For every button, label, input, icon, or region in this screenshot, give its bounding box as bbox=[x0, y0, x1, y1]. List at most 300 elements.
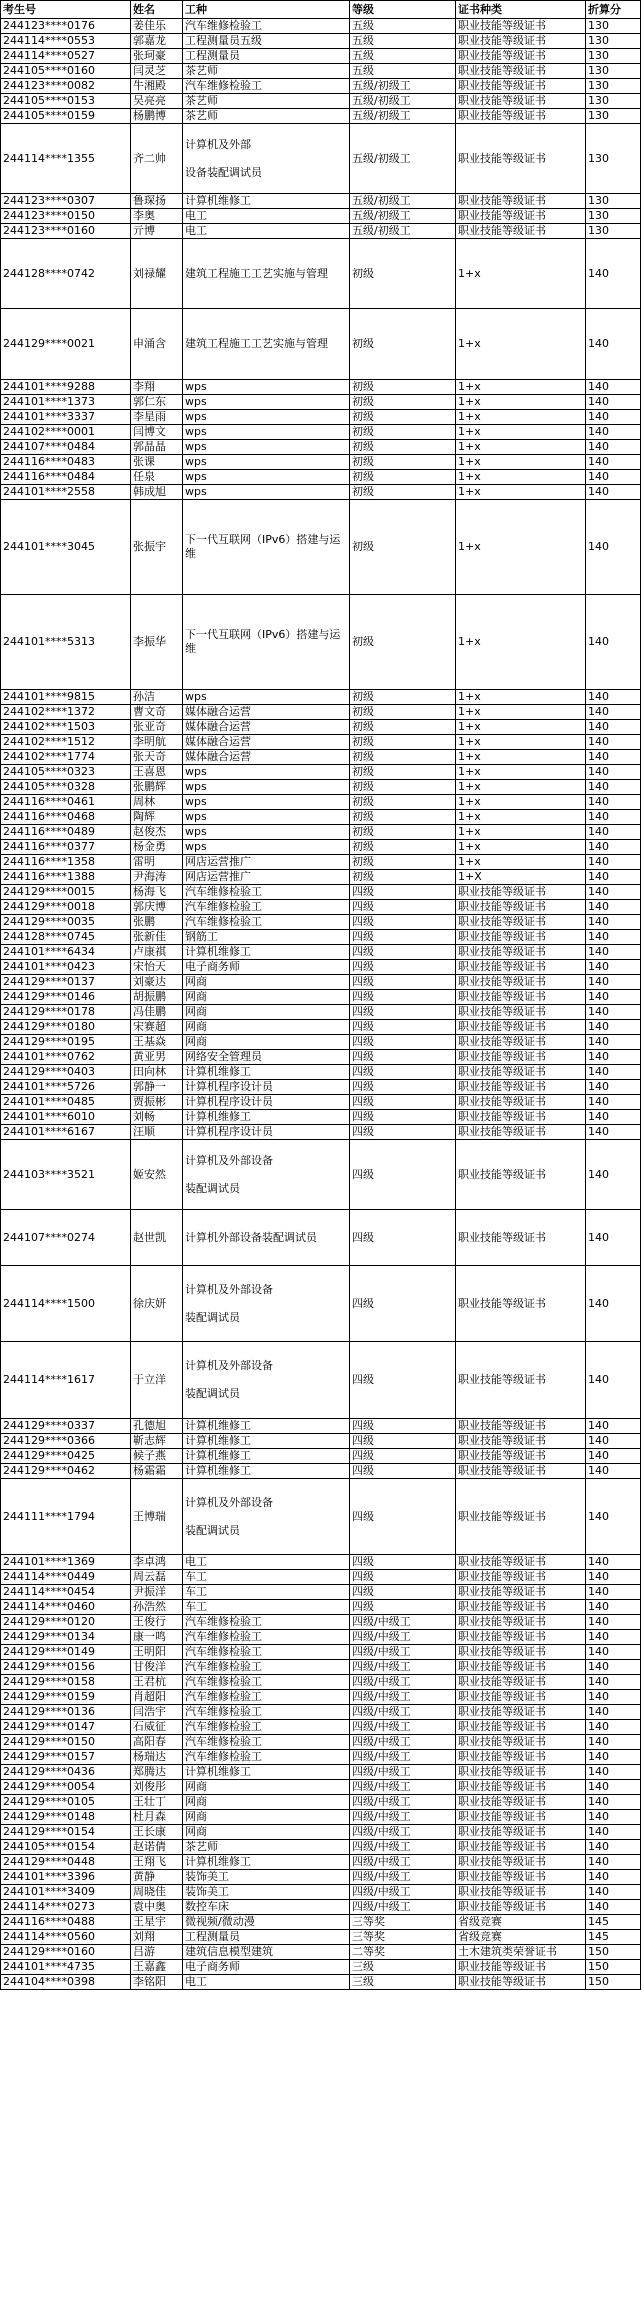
exam-number-cell: 244129****0136 bbox=[1, 1705, 131, 1720]
converted-score-cell: 140 bbox=[586, 1900, 641, 1915]
name-cell: 姜佳乐 bbox=[131, 19, 183, 34]
exam-number-cell: 244105****0153 bbox=[1, 94, 131, 109]
certificate-type-cell: 1+x bbox=[456, 705, 586, 720]
table-row bbox=[1, 425, 641, 440]
level-cell: 四级/中级工 bbox=[350, 1780, 456, 1795]
converted-score-cell: 140 bbox=[586, 1690, 641, 1705]
exam-number-cell: 244114****1355 bbox=[1, 124, 131, 194]
name-cell: 赵俊杰 bbox=[131, 825, 183, 840]
name-cell: 徐庆妍 bbox=[131, 1266, 183, 1342]
converted-score-cell: 130 bbox=[586, 194, 641, 209]
table-row bbox=[1, 1449, 641, 1464]
table-row bbox=[1, 1900, 641, 1915]
table-row bbox=[1, 440, 641, 455]
name-cell: 胡振鹏 bbox=[131, 990, 183, 1005]
header-row bbox=[1, 1, 641, 19]
trade-cell: 网商 bbox=[183, 990, 350, 1005]
table-row bbox=[1, 455, 641, 470]
exam-number-cell: 244116****0488 bbox=[1, 1915, 131, 1930]
exam-number-cell: 244129****0158 bbox=[1, 1675, 131, 1690]
converted-score-cell: 140 bbox=[586, 1125, 641, 1140]
trade-cell: 汽车维修检验工 bbox=[183, 19, 350, 34]
name-cell: 杨霜霜 bbox=[131, 1464, 183, 1479]
name-cell: 郭晶晶 bbox=[131, 440, 183, 455]
trade-cell: 车工 bbox=[183, 1570, 350, 1585]
table-row bbox=[1, 19, 641, 34]
table-row bbox=[1, 1266, 641, 1342]
certificate-type-cell: 职业技能等级证书 bbox=[456, 1570, 586, 1585]
trade-cell: 网商 bbox=[183, 975, 350, 990]
name-cell: 吕游 bbox=[131, 1945, 183, 1960]
level-cell: 四级 bbox=[350, 1342, 456, 1419]
level-cell: 四级 bbox=[350, 1266, 456, 1342]
table-row bbox=[1, 1960, 641, 1975]
name-cell: 孔德旭 bbox=[131, 1419, 183, 1434]
name-cell: 张新佳 bbox=[131, 930, 183, 945]
exam-number-cell: 244129****0137 bbox=[1, 975, 131, 990]
table-row bbox=[1, 410, 641, 425]
table-row bbox=[1, 1095, 641, 1110]
trade-cell: 建筑信息模型建筑 bbox=[183, 1945, 350, 1960]
name-cell: 卢康祺 bbox=[131, 945, 183, 960]
converted-score-cell: 130 bbox=[586, 124, 641, 194]
trade-cell: 汽车维修检验工 bbox=[183, 1750, 350, 1765]
certificate-type-cell: 职业技能等级证书 bbox=[456, 1810, 586, 1825]
converted-score-cell: 140 bbox=[586, 810, 641, 825]
table-row bbox=[1, 720, 641, 735]
trade-cell: 下一代互联网（IPv6）搭建与运维 bbox=[183, 595, 350, 690]
converted-score-cell: 140 bbox=[586, 1020, 641, 1035]
table-row bbox=[1, 1720, 641, 1735]
certificate-type-cell: 职业技能等级证书 bbox=[456, 990, 586, 1005]
converted-score-cell: 130 bbox=[586, 64, 641, 79]
trade-cell: 计算机维修工 bbox=[183, 1855, 350, 1870]
trade-cell: 茶艺师 bbox=[183, 109, 350, 124]
level-cell: 初级 bbox=[350, 470, 456, 485]
certificate-type-cell: 职业技能等级证书 bbox=[456, 224, 586, 239]
name-cell: 牛湘殿 bbox=[131, 79, 183, 94]
exam-number-cell: 244129****0147 bbox=[1, 1720, 131, 1735]
certificate-type-cell: 职业技能等级证书 bbox=[456, 1690, 586, 1705]
name-cell: 杨金勇 bbox=[131, 840, 183, 855]
trade-cell: 工程测量员 bbox=[183, 49, 350, 64]
name-cell: 李翔 bbox=[131, 380, 183, 395]
converted-score-cell: 140 bbox=[586, 885, 641, 900]
trade-cell: 计算机维修工 bbox=[183, 1464, 350, 1479]
exam-number-cell: 244101****2558 bbox=[1, 485, 131, 500]
name-cell: 周晓佳 bbox=[131, 1885, 183, 1900]
converted-score-cell: 130 bbox=[586, 209, 641, 224]
certificate-type-cell: 职业技能等级证书 bbox=[456, 1675, 586, 1690]
converted-score-cell: 140 bbox=[586, 1585, 641, 1600]
exam-number-cell: 244101****9288 bbox=[1, 380, 131, 395]
table-row bbox=[1, 94, 641, 109]
level-cell: 初级 bbox=[350, 870, 456, 885]
trade-cell: 网商 bbox=[183, 1810, 350, 1825]
exam-number-cell: 244128****0742 bbox=[1, 239, 131, 309]
converted-score-cell: 140 bbox=[586, 440, 641, 455]
table-row bbox=[1, 1750, 641, 1765]
header-converted-score: 折算分 bbox=[586, 1, 641, 19]
certificate-type-cell: 职业技能等级证书 bbox=[456, 1870, 586, 1885]
exam-number-cell: 244129****0105 bbox=[1, 1795, 131, 1810]
level-cell: 初级 bbox=[350, 795, 456, 810]
name-cell: 田向林 bbox=[131, 1065, 183, 1080]
trade-cell: wps bbox=[183, 395, 350, 410]
exam-number-cell: 244129****0150 bbox=[1, 1735, 131, 1750]
certificate-type-cell: 职业技能等级证书 bbox=[456, 1065, 586, 1080]
certificate-type-cell: 职业技能等级证书 bbox=[456, 1765, 586, 1780]
certificate-type-cell: 职业技能等级证书 bbox=[456, 1210, 586, 1266]
level-cell: 四级 bbox=[350, 1035, 456, 1050]
certificate-type-cell: 1+x bbox=[456, 735, 586, 750]
name-cell: 李星雨 bbox=[131, 410, 183, 425]
trade-cell: 工程测量员五级 bbox=[183, 34, 350, 49]
name-cell: 尹振洋 bbox=[131, 1585, 183, 1600]
certificate-type-cell: 职业技能等级证书 bbox=[456, 1600, 586, 1615]
exam-number-cell: 244123****0307 bbox=[1, 194, 131, 209]
table-row bbox=[1, 595, 641, 690]
name-cell: 李铭阳 bbox=[131, 1975, 183, 1990]
name-cell: 杨海飞 bbox=[131, 885, 183, 900]
converted-score-cell: 130 bbox=[586, 224, 641, 239]
name-cell: 孙浩然 bbox=[131, 1600, 183, 1615]
table-row bbox=[1, 1479, 641, 1555]
level-cell: 初级 bbox=[350, 500, 456, 595]
trade-cell: 茶艺师 bbox=[183, 1840, 350, 1855]
trade-cell: 计算机维修工 bbox=[183, 1065, 350, 1080]
converted-score-cell: 140 bbox=[586, 1140, 641, 1210]
converted-score-cell: 140 bbox=[586, 765, 641, 780]
certificate-type-cell: 1+x bbox=[456, 239, 586, 309]
certificate-type-cell: 职业技能等级证书 bbox=[456, 915, 586, 930]
level-cell: 三级 bbox=[350, 1960, 456, 1975]
exam-number-cell: 244129****0178 bbox=[1, 1005, 131, 1020]
trade-cell: 工程测量员 bbox=[183, 1930, 350, 1945]
level-cell: 五级 bbox=[350, 64, 456, 79]
trade-cell: wps bbox=[183, 690, 350, 705]
certificate-type-cell: 职业技能等级证书 bbox=[456, 1266, 586, 1342]
exam-number-cell: 244129****0015 bbox=[1, 885, 131, 900]
certificate-type-cell: 1+x bbox=[456, 455, 586, 470]
level-cell: 初级 bbox=[350, 595, 456, 690]
table-row bbox=[1, 1065, 641, 1080]
certificate-type-cell: 职业技能等级证书 bbox=[456, 1080, 586, 1095]
exam-number-cell: 244129****0035 bbox=[1, 915, 131, 930]
exam-number-cell: 244114****0449 bbox=[1, 1570, 131, 1585]
converted-score-cell: 140 bbox=[586, 1479, 641, 1555]
trade-cell: 媒体融合运营 bbox=[183, 750, 350, 765]
converted-score-cell: 140 bbox=[586, 1434, 641, 1449]
level-cell: 四级 bbox=[350, 1419, 456, 1434]
name-cell: 刘俊彤 bbox=[131, 1780, 183, 1795]
converted-score-cell: 140 bbox=[586, 309, 641, 380]
certificate-type-cell: 职业技能等级证书 bbox=[456, 975, 586, 990]
exam-number-cell: 244116****0377 bbox=[1, 840, 131, 855]
name-cell: 吴亮亮 bbox=[131, 94, 183, 109]
converted-score-cell: 140 bbox=[586, 239, 641, 309]
name-cell: 郭仁东 bbox=[131, 395, 183, 410]
table-row bbox=[1, 1870, 641, 1885]
name-cell: 黄亚男 bbox=[131, 1050, 183, 1065]
name-cell: 周林 bbox=[131, 795, 183, 810]
converted-score-cell: 140 bbox=[586, 720, 641, 735]
certificate-type-cell: 1+x bbox=[456, 810, 586, 825]
level-cell: 四级 bbox=[350, 930, 456, 945]
converted-score-cell: 140 bbox=[586, 410, 641, 425]
level-cell: 四级/中级工 bbox=[350, 1675, 456, 1690]
trade-cell: 汽车维修检验工 bbox=[183, 1720, 350, 1735]
certificate-type-cell: 职业技能等级证书 bbox=[456, 1630, 586, 1645]
exam-number-cell: 244103****3521 bbox=[1, 1140, 131, 1210]
converted-score-cell: 140 bbox=[586, 1419, 641, 1434]
converted-score-cell: 130 bbox=[586, 19, 641, 34]
name-cell: 王君杭 bbox=[131, 1675, 183, 1690]
certificate-type-cell: 职业技能等级证书 bbox=[456, 1110, 586, 1125]
name-cell: 李卓鸿 bbox=[131, 1555, 183, 1570]
name-cell: 李振华 bbox=[131, 595, 183, 690]
level-cell: 四级/中级工 bbox=[350, 1690, 456, 1705]
level-cell: 四级 bbox=[350, 1065, 456, 1080]
certificate-type-cell: 1+x bbox=[456, 855, 586, 870]
table-row bbox=[1, 79, 641, 94]
certificate-type-cell: 1+x bbox=[456, 720, 586, 735]
name-cell: 赵世凯 bbox=[131, 1210, 183, 1266]
name-cell: 张天奇 bbox=[131, 750, 183, 765]
name-cell: 张鹏辉 bbox=[131, 780, 183, 795]
converted-score-cell: 140 bbox=[586, 1675, 641, 1690]
table-row bbox=[1, 1885, 641, 1900]
level-cell: 初级 bbox=[350, 810, 456, 825]
table-row bbox=[1, 1342, 641, 1419]
converted-score-cell: 140 bbox=[586, 930, 641, 945]
certificate-type-cell: 职业技能等级证书 bbox=[456, 1825, 586, 1840]
level-cell: 四级 bbox=[350, 1110, 456, 1125]
exam-number-cell: 244101****6434 bbox=[1, 945, 131, 960]
certificate-type-cell: 职业技能等级证书 bbox=[456, 945, 586, 960]
name-cell: 高阳春 bbox=[131, 1735, 183, 1750]
converted-score-cell: 140 bbox=[586, 425, 641, 440]
certificate-type-cell: 职业技能等级证书 bbox=[456, 930, 586, 945]
converted-score-cell: 140 bbox=[586, 1110, 641, 1125]
certificate-type-cell: 职业技能等级证书 bbox=[456, 1885, 586, 1900]
table-row bbox=[1, 309, 641, 380]
certificate-type-cell: 职业技能等级证书 bbox=[456, 94, 586, 109]
level-cell: 四级/中级工 bbox=[350, 1825, 456, 1840]
name-cell: 王翔飞 bbox=[131, 1855, 183, 1870]
exam-number-cell: 244101****5726 bbox=[1, 1080, 131, 1095]
exam-number-cell: 244101****1369 bbox=[1, 1555, 131, 1570]
exam-number-cell: 244114****0553 bbox=[1, 34, 131, 49]
trade-cell: wps bbox=[183, 840, 350, 855]
converted-score-cell: 140 bbox=[586, 1035, 641, 1050]
certificate-type-cell: 职业技能等级证书 bbox=[456, 1645, 586, 1660]
certificate-type-cell: 省级竞赛 bbox=[456, 1915, 586, 1930]
exam-number-cell: 244123****0176 bbox=[1, 19, 131, 34]
table-row bbox=[1, 825, 641, 840]
certificate-type-cell: 1+x bbox=[456, 440, 586, 455]
level-cell: 五级/初级工 bbox=[350, 194, 456, 209]
trade-cell: wps bbox=[183, 470, 350, 485]
trade-cell: 车工 bbox=[183, 1600, 350, 1615]
level-cell: 四级 bbox=[350, 1585, 456, 1600]
level-cell: 四级/中级工 bbox=[350, 1660, 456, 1675]
certificate-type-cell: 职业技能等级证书 bbox=[456, 1095, 586, 1110]
table-row bbox=[1, 1125, 641, 1140]
level-cell: 四级 bbox=[350, 1210, 456, 1266]
exam-number-cell: 244129****0159 bbox=[1, 1690, 131, 1705]
level-cell: 初级 bbox=[350, 485, 456, 500]
table-row bbox=[1, 64, 641, 79]
exam-number-cell: 244129****0403 bbox=[1, 1065, 131, 1080]
trade-cell: 网商 bbox=[183, 1005, 350, 1020]
level-cell: 三级 bbox=[350, 1975, 456, 1990]
exam-number-cell: 244101****0762 bbox=[1, 1050, 131, 1065]
exam-number-cell: 244116****0461 bbox=[1, 795, 131, 810]
table-row bbox=[1, 810, 641, 825]
certificate-type-cell: 职业技能等级证书 bbox=[456, 1125, 586, 1140]
converted-score-cell: 140 bbox=[586, 1735, 641, 1750]
level-cell: 四级 bbox=[350, 1125, 456, 1140]
trade-cell: 汽车维修检验工 bbox=[183, 1660, 350, 1675]
table-row bbox=[1, 1110, 641, 1125]
certificate-type-cell: 职业技能等级证书 bbox=[456, 1840, 586, 1855]
trade-cell: wps bbox=[183, 795, 350, 810]
exam-number-cell: 244129****0156 bbox=[1, 1660, 131, 1675]
trade-cell: 汽车维修检验工 bbox=[183, 1675, 350, 1690]
trade-cell: 计算机维修工 bbox=[183, 1419, 350, 1434]
certificate-type-cell: 1+x bbox=[456, 795, 586, 810]
exam-number-cell: 244104****0398 bbox=[1, 1975, 131, 1990]
level-cell: 四级/中级工 bbox=[350, 1720, 456, 1735]
name-cell: 宋赛超 bbox=[131, 1020, 183, 1035]
level-cell: 初级 bbox=[350, 705, 456, 720]
certificate-type-cell: 职业技能等级证书 bbox=[456, 1975, 586, 1990]
table-row bbox=[1, 870, 641, 885]
certificate-type-cell: 职业技能等级证书 bbox=[456, 19, 586, 34]
name-cell: 王星宇 bbox=[131, 1915, 183, 1930]
trade-cell: 汽车维修检验工 bbox=[183, 79, 350, 94]
converted-score-cell: 140 bbox=[586, 1705, 641, 1720]
table-row bbox=[1, 1140, 641, 1210]
converted-score-cell: 140 bbox=[586, 1464, 641, 1479]
table-row bbox=[1, 209, 641, 224]
exam-number-cell: 244129****0180 bbox=[1, 1020, 131, 1035]
header-level: 等级 bbox=[350, 1, 456, 19]
converted-score-cell: 140 bbox=[586, 1005, 641, 1020]
table-row bbox=[1, 1434, 641, 1449]
converted-score-cell: 140 bbox=[586, 1810, 641, 1825]
trade-cell: wps bbox=[183, 810, 350, 825]
level-cell: 五级/初级工 bbox=[350, 94, 456, 109]
exam-number-cell: 244116****0468 bbox=[1, 810, 131, 825]
converted-score-cell: 140 bbox=[586, 1570, 641, 1585]
name-cell: 王嘉鑫 bbox=[131, 1960, 183, 1975]
name-cell: 郑腾达 bbox=[131, 1765, 183, 1780]
trade-cell: 网店运营推广 bbox=[183, 870, 350, 885]
trade-cell: 计算机及外部设备 装配调试员 bbox=[183, 1140, 350, 1210]
converted-score-cell: 140 bbox=[586, 915, 641, 930]
converted-score-cell: 130 bbox=[586, 79, 641, 94]
level-cell: 五级/初级工 bbox=[350, 79, 456, 94]
header-name: 姓名 bbox=[131, 1, 183, 19]
trade-cell: 媒体融合运营 bbox=[183, 720, 350, 735]
trade-cell: 计算机程序设计员 bbox=[183, 1125, 350, 1140]
name-cell: 袁中奥 bbox=[131, 1900, 183, 1915]
converted-score-cell: 140 bbox=[586, 750, 641, 765]
certificate-type-cell: 1+x bbox=[456, 750, 586, 765]
level-cell: 四级 bbox=[350, 1080, 456, 1095]
level-cell: 四级 bbox=[350, 915, 456, 930]
exam-number-cell: 244102****1503 bbox=[1, 720, 131, 735]
exam-number-cell: 244105****0328 bbox=[1, 780, 131, 795]
exam-number-cell: 244129****0436 bbox=[1, 1765, 131, 1780]
certificate-type-cell: 职业技能等级证书 bbox=[456, 1855, 586, 1870]
exam-number-cell: 244114****0460 bbox=[1, 1600, 131, 1615]
converted-score-cell: 140 bbox=[586, 1660, 641, 1675]
level-cell: 四级 bbox=[350, 1555, 456, 1570]
name-cell: 刘豪达 bbox=[131, 975, 183, 990]
certificate-type-cell: 1+x bbox=[456, 485, 586, 500]
certificate-type-cell: 职业技能等级证书 bbox=[456, 1780, 586, 1795]
certificate-type-cell: 职业技能等级证书 bbox=[456, 79, 586, 94]
level-cell: 四级/中级工 bbox=[350, 1645, 456, 1660]
converted-score-cell: 140 bbox=[586, 1750, 641, 1765]
converted-score-cell: 140 bbox=[586, 485, 641, 500]
exam-number-cell: 244105****0154 bbox=[1, 1840, 131, 1855]
name-cell: 郭庆博 bbox=[131, 900, 183, 915]
name-cell: 齐二帅 bbox=[131, 124, 183, 194]
exam-number-cell: 244105****0160 bbox=[1, 64, 131, 79]
level-cell: 初级 bbox=[350, 309, 456, 380]
certificate-type-cell: 职业技能等级证书 bbox=[456, 49, 586, 64]
trade-cell: 汽车维修检验工 bbox=[183, 1630, 350, 1645]
certificate-type-cell: 职业技能等级证书 bbox=[456, 1449, 586, 1464]
level-cell: 四级/中级工 bbox=[350, 1735, 456, 1750]
table-row bbox=[1, 1975, 641, 1990]
name-cell: 鲁琛扬 bbox=[131, 194, 183, 209]
certificate-type-cell: 职业技能等级证书 bbox=[456, 194, 586, 209]
table-row bbox=[1, 1810, 641, 1825]
converted-score-cell: 140 bbox=[586, 1780, 641, 1795]
certificate-type-cell: 职业技能等级证书 bbox=[456, 1615, 586, 1630]
name-cell: 任泉 bbox=[131, 470, 183, 485]
certificate-type-cell: 1+x bbox=[456, 309, 586, 380]
table-row bbox=[1, 1210, 641, 1266]
table-row bbox=[1, 1735, 641, 1750]
trade-cell: 汽车维修检验工 bbox=[183, 1645, 350, 1660]
converted-score-cell: 140 bbox=[586, 1615, 641, 1630]
certificate-type-cell: 1+X bbox=[456, 870, 586, 885]
table-row bbox=[1, 1419, 641, 1434]
level-cell: 初级 bbox=[350, 440, 456, 455]
level-cell: 五级/初级工 bbox=[350, 109, 456, 124]
level-cell: 四级 bbox=[350, 900, 456, 915]
table-row bbox=[1, 930, 641, 945]
certificate-type-cell: 1+x bbox=[456, 595, 586, 690]
table-row bbox=[1, 1645, 641, 1660]
exam-number-cell: 244101****3396 bbox=[1, 1870, 131, 1885]
table-row bbox=[1, 1705, 641, 1720]
trade-cell: 数控车床 bbox=[183, 1900, 350, 1915]
level-cell: 四级 bbox=[350, 1020, 456, 1035]
level-cell: 四级/中级工 bbox=[350, 1705, 456, 1720]
certificate-type-cell: 职业技能等级证书 bbox=[456, 1960, 586, 1975]
converted-score-cell: 140 bbox=[586, 1555, 641, 1570]
level-cell: 四级/中级工 bbox=[350, 1870, 456, 1885]
exam-number-cell: 244107****0484 bbox=[1, 440, 131, 455]
table-row bbox=[1, 750, 641, 765]
